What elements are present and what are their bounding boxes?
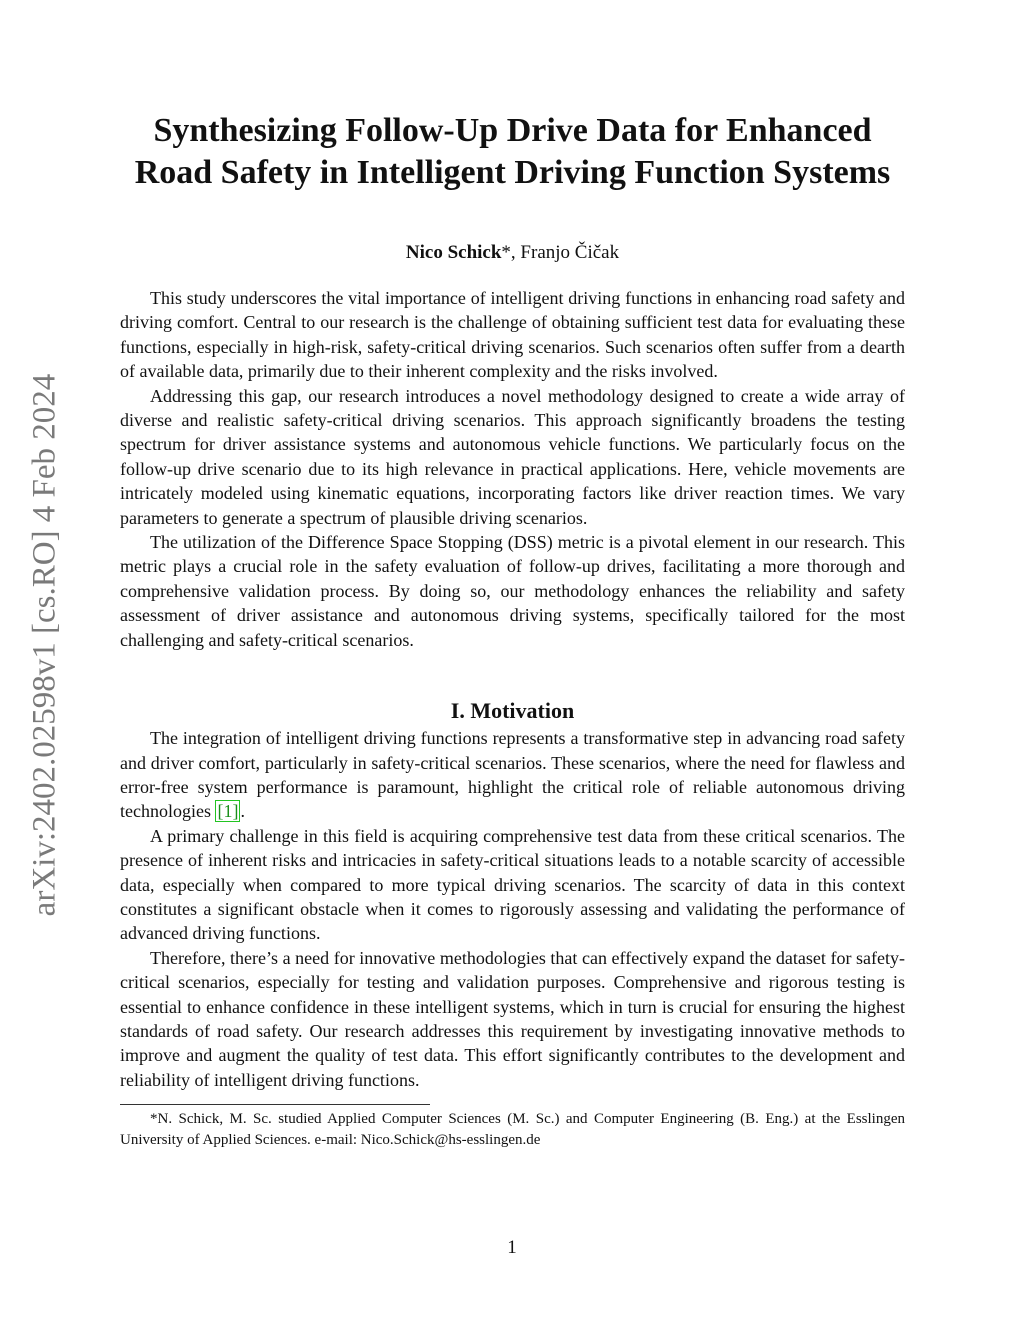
paper-title xyxy=(120,110,905,194)
abstract-paragraph: The utilization of the Difference Space Stopping (DSS) metric is a pivotal element in our research. This metric plays a crucial role in the safety evaluation of follow-up drives, facilitating a more thorough and comprehensive validation process. By doing so, our methodology enhances the reliability and safety assessment of driver assistance and autonomous driving systems, specifically tailored for the most challenging and safety-critical scenarios. xyxy=(120,532,905,650)
title-line-2: Road Safety in Intelligent Driving Function Systems xyxy=(134,154,891,191)
paragraph-text: The integration of intelligent driving functions represents a transformative step in advancing road safety and driver comfort, particularly in safety-critical scenarios. These scenarios, where the need for flawless and error-free system performance is paramount, highlight the critical role of reliable autonomous driving technologies xyxy=(120,728,905,822)
paragraph-text-end: . xyxy=(240,801,245,822)
body-paragraph: Therefore, there’s a need for innovative methodologies that can effectively expand the dataset for safety-critical scenarios, especially for testing and validation purposes. Comprehensive and rigorous testing is essential to enhance confidence in these intelligent systems, which in turn is crucial for ensuring the highest standards of road safety. Our research addresses this requirement by investigating innovative methods to improve and augment the quality of test data. This effort significantly contributes to the development and reliability of intelligent driving functions. xyxy=(120,947,905,1090)
citation-link[interactable]: [1] xyxy=(217,801,239,822)
author-main: Nico Schick xyxy=(405,242,502,263)
abstract-paragraph: This study underscores the vital importance of intelligent driving functions in enhancing road safety and driving comfort. Central to our research is the challenge of obtaining sufficient test data for evaluating these functions, especially in high-risk, safety-critical driving scenarios. Such scenarios often suffer from a dearth of available data, primarily due to their inherent complexity and the risks involved. xyxy=(120,288,905,382)
title-line-1: Synthesizing Follow-Up Drive Data for Enhanced xyxy=(153,112,872,149)
body-paragraph xyxy=(120,726,905,824)
author-footnote-marker: * xyxy=(501,242,511,263)
author-others: , Franjo Čičak xyxy=(510,242,620,263)
footnote: *N. Schick, M. Sc. studied Applied Computer Sciences (M. Sc.) and Computer Engineering (B. Eng.) at the Esslingen University of Applied Sciences. e-mail: Nico.Schick@hs-esslingen.de xyxy=(120,1111,905,1149)
footnote-divider xyxy=(120,1104,430,1105)
abstract xyxy=(120,286,905,652)
abstract-paragraph: Addressing this gap, our research introduces a novel methodology designed to create a wide array of diverse and realistic safety-critical driving scenarios. This approach significantly broadens the testing spectrum for driver assistance systems and autonomous vehicle functions. We particularly focus on the follow-up drive scenario due to its high relevance in practical applications. Here, vehicle movements are intricately modeled using kinematic equations, incorporating factors like driver reaction times. We vary parameters to generate a spectrum of plausible driving scenarios. xyxy=(120,385,905,528)
arxiv-identifier-stamp: arXiv:2402.02598v1 [cs.RO] 4 Feb 2024 xyxy=(26,373,63,917)
body-paragraph: A primary challenge in this field is acquiring comprehensive test data from these critical scenarios. The presence of inherent risks and intricacies in safety-critical situations leads to a notable scarcity of accessible data, especially when compared to more typical driving scenarios. The scarcity of data in this context constitutes a significant obstacle when it comes to rigorously assessing and validating the performance of advanced driving functions. xyxy=(120,825,905,944)
section-heading: I. Motivation xyxy=(450,698,575,724)
author-list xyxy=(120,242,905,264)
paper-page xyxy=(120,110,905,1151)
page-number: 1 xyxy=(507,1237,517,1258)
